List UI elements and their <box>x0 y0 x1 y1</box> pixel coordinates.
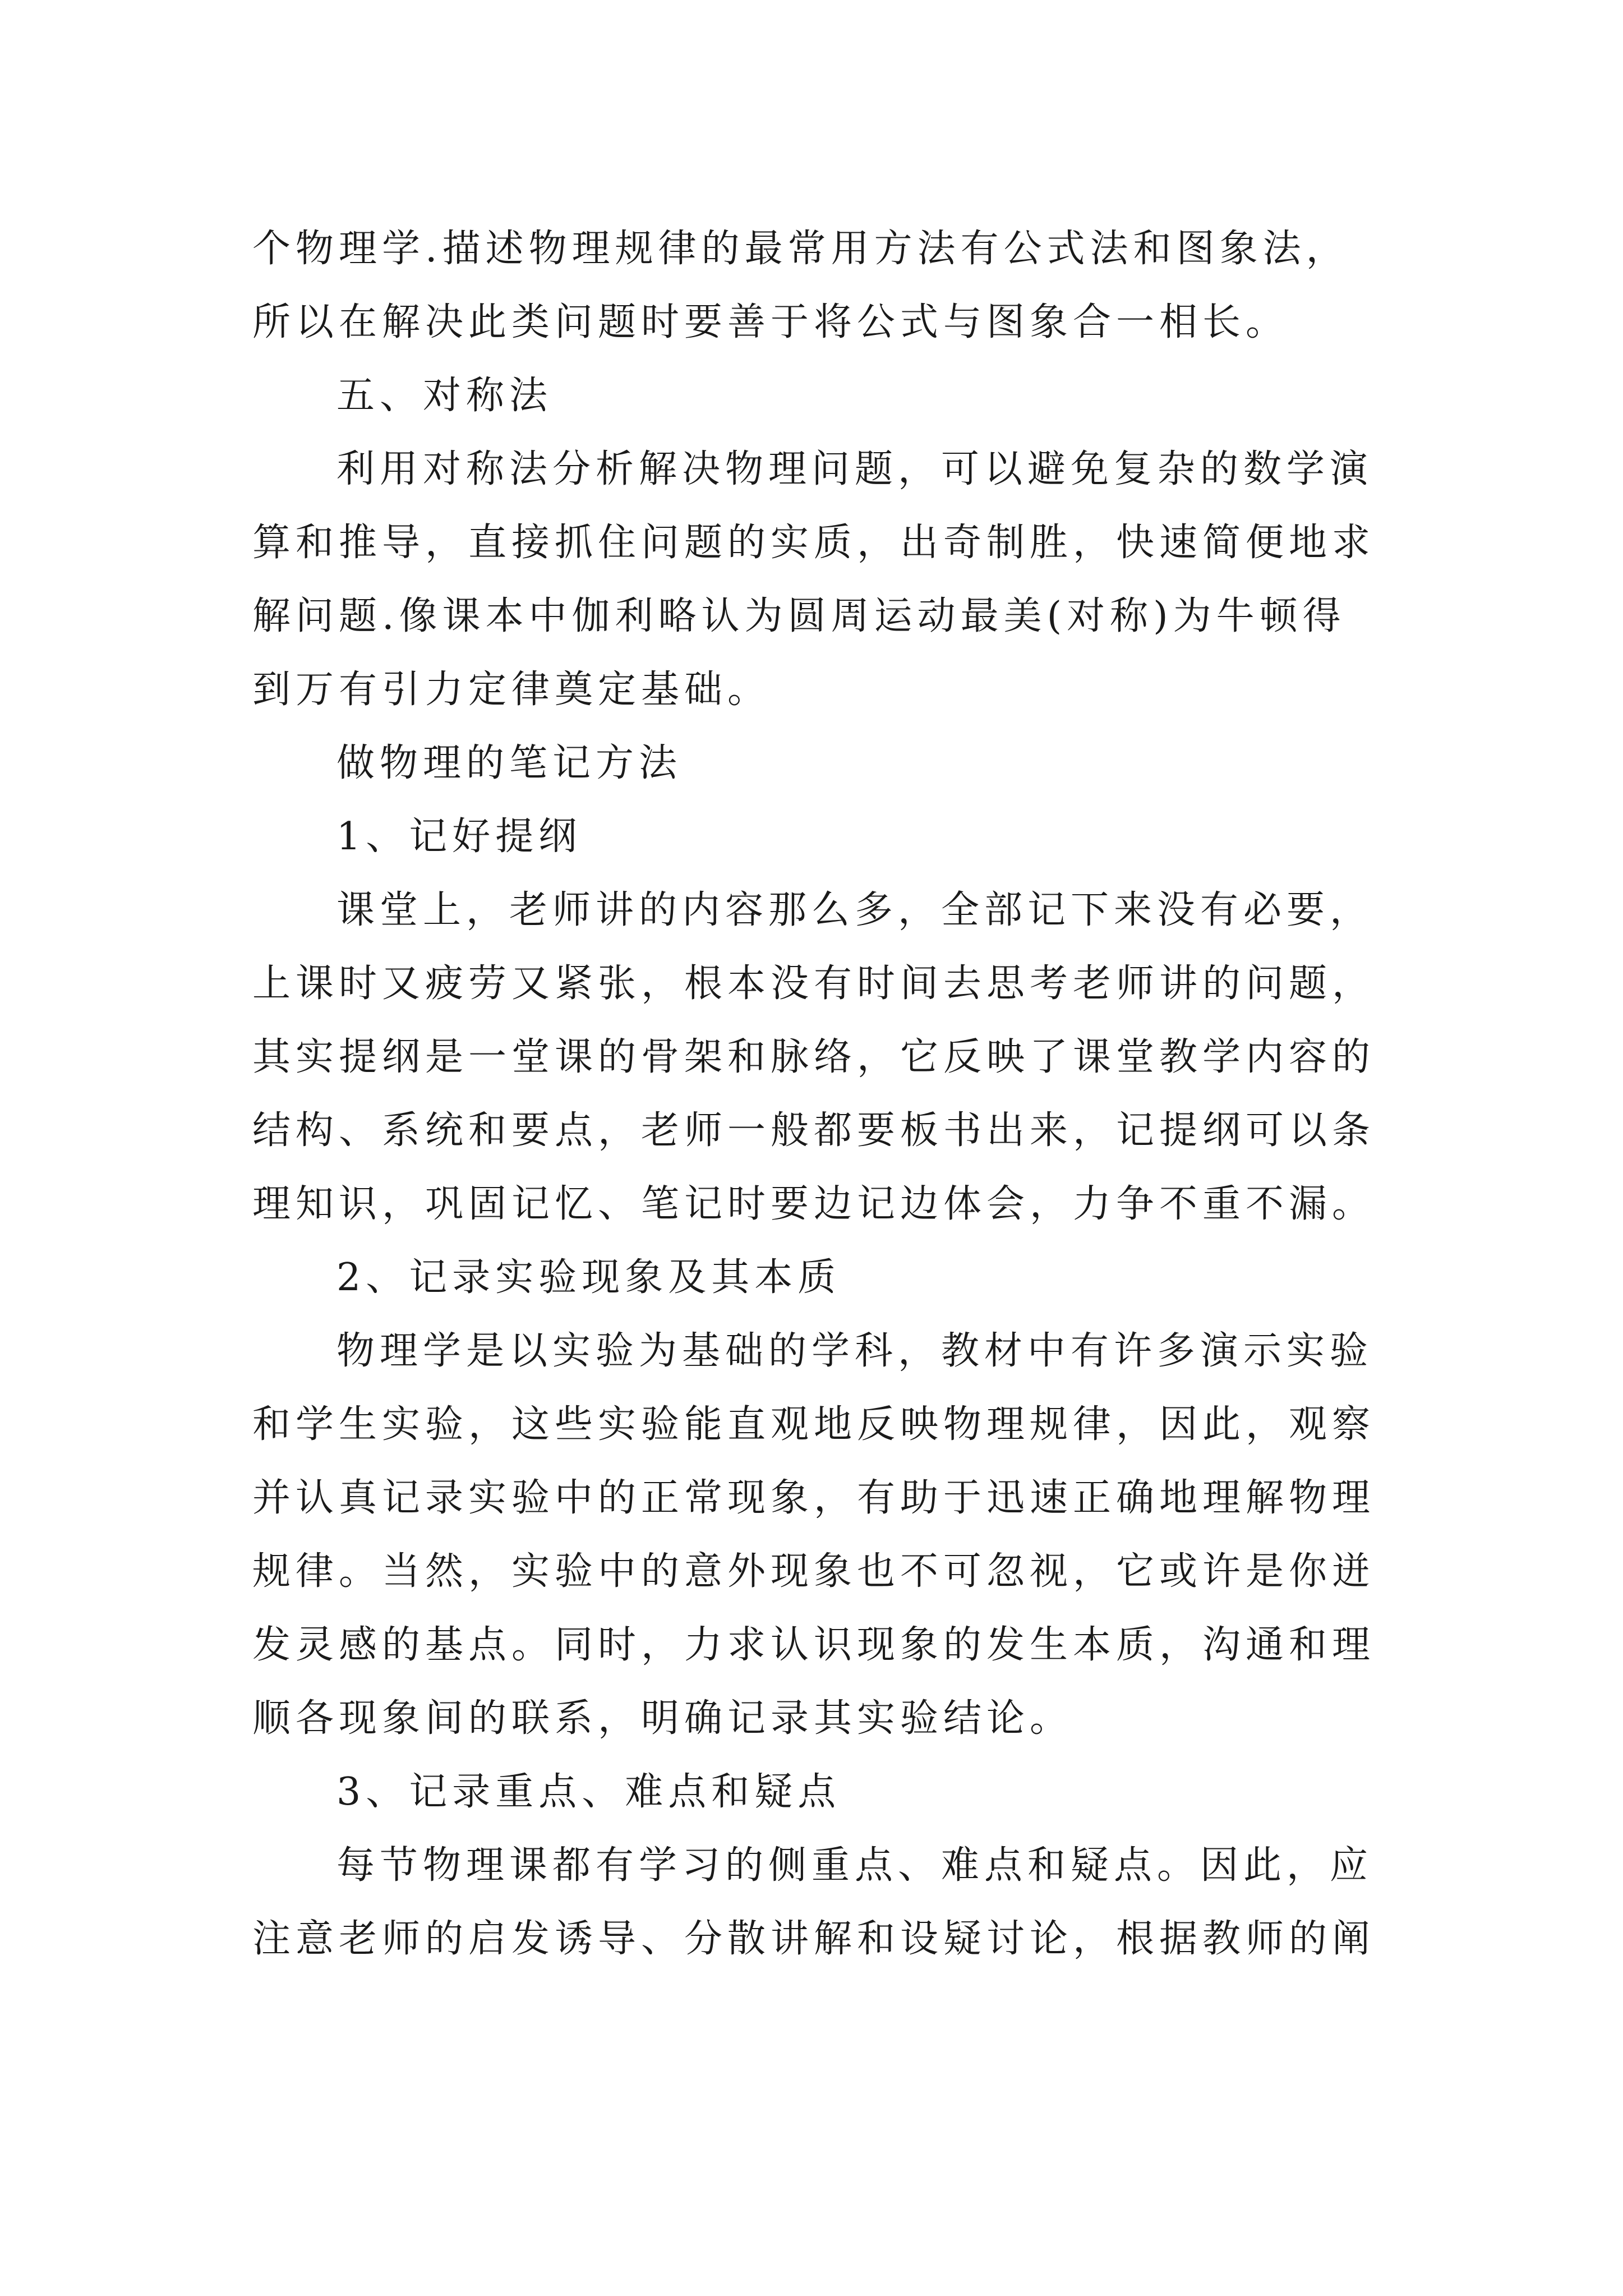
text-line: 个物理学.描述物理规律的最常用方法有公式法和图象法， <box>252 227 1349 271</box>
section-heading: 做物理的笔记方法 <box>336 741 683 785</box>
text-line: 物理学是以实验为基础的学科，教材中有许多演示实验 <box>336 1329 1373 1373</box>
text-line: 理知识，巩固记忆、笔记时要边记边体会，力争不重不漏。 <box>252 1182 1376 1226</box>
text-line: 结构、系统和要点，老师一般都要板书出来，记提纲可以条 <box>252 1108 1376 1153</box>
section-heading: 3、记录重点、难点和疑点 <box>336 1770 841 1814</box>
text-line: 每节物理课都有学习的侧重点、难点和疑点。因此，应 <box>336 1843 1373 1888</box>
section-heading: 1、记好提纲 <box>336 815 582 859</box>
text-line: 并认真记录实验中的正常现象，有助于迅速正确地理解物理 <box>252 1476 1376 1520</box>
section-heading: 五、对称法 <box>336 374 553 418</box>
text-line: 所以在解决此类问题时要善于将公式与图象合一相长。 <box>252 300 1289 344</box>
text-line: 规律。当然，实验中的意外现象也不可忽视，它或许是你迸 <box>252 1549 1376 1594</box>
text-line: 算和推导，直接抓住问题的实质，出奇制胜，快速简便地求 <box>252 521 1376 565</box>
text-line: 顺各现象间的联系，明确记录其实验结论。 <box>252 1696 1073 1741</box>
section-heading: 2、记录实验现象及其本质 <box>336 1255 841 1300</box>
text-line: 发灵感的基点。同时，力求认识现象的发生本质，沟通和理 <box>252 1623 1376 1667</box>
text-line: 利用对称法分析解决物理问题，可以避免复杂的数学演 <box>336 447 1373 491</box>
text-line: 注意老师的启发诱导、分散讲解和设疑讨论，根据教师的阐 <box>252 1917 1376 1961</box>
text-line: 解问题.像课本中伽利略认为圆周运动最美(对称)为牛顿得 <box>252 594 1346 638</box>
text-line: 上课时又疲劳又紧张，根本没有时间去思考老师讲的问题， <box>252 961 1376 1006</box>
text-line: 到万有引力定律奠定基础。 <box>252 668 771 712</box>
text-line: 和学生实验，这些实验能直观地反映物理规律，因此，观察 <box>252 1402 1376 1447</box>
text-line: 课堂上，老师讲的内容那么多，全部记下来没有必要， <box>336 888 1373 932</box>
text-line: 其实提纲是一堂课的骨架和脉络，它反映了课堂教学内容的 <box>252 1035 1376 1079</box>
